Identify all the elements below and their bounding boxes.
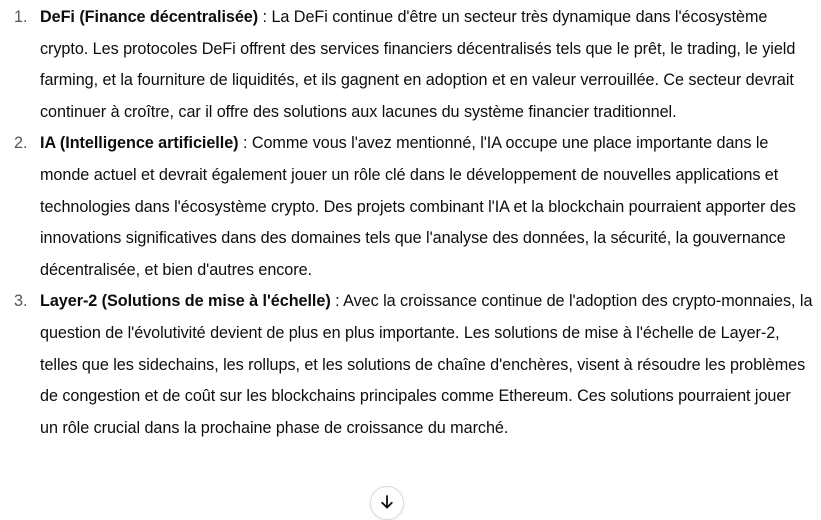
numbered-list [0, 2, 821, 444]
list-item-number: 1. [14, 8, 28, 26]
list-item-title: IA (Intelligence artificielle) [40, 134, 239, 153]
list-item [0, 128, 821, 286]
list-item-number: 3. [14, 292, 28, 311]
list-item-text: : Avec la croissance continue de l'adoption des crypto-monnaies, la question de l'évolutivité devient de plus en plus importante. Les solutions de mise à l'échelle de Layer-2, telles que les sidechains, les rollups, et les solutions de chaîne d'enchères, visent à résoudre les problèmes de congestion et de coût sur les blockchains principales comme Ethereum. Ces solutions pourraient jouer un rôle crucial dans la prochaine phase de croissance du marché. [40, 292, 813, 437]
list-item-text: : Comme vous l'avez mentionné, l'IA occupe une place importante dans le monde actuel et devrait également jouer un rôle clé dans le développement de nouvelles applications et technologies dans l'écosystème crypto. Des projets combinant l'IA et la blockchain pourraient apporter des innovations significatives dans des domaines tels que l'analyse des données, la sécurité, la gouvernance décentralisée, et bien d'autres encore. [40, 134, 796, 279]
list-item-title: DeFi (Finance décentralisée) [40, 8, 259, 26]
message-content [0, 2, 821, 444]
list-item [0, 2, 821, 128]
list-item-text: : La DeFi continue d'être un secteur très dynamique dans l'écosystème crypto. Les protocoles DeFi offrent des services financiers décentralisés tels que le prêt, le trading, le yield farming, et la fourniture de liquidités, et ils gagnent en adoption et en valeur verrouillée. Ce secteur devrait continuer à croître, car il offre des solutions aux lacunes du système financier traditionnel. [40, 8, 796, 121]
scroll-to-bottom-button[interactable] [370, 486, 404, 520]
list-item-number: 2. [14, 134, 28, 153]
list-item-title: Layer-2 (Solutions de mise à l'échelle) [40, 292, 331, 311]
list-item [0, 286, 821, 444]
